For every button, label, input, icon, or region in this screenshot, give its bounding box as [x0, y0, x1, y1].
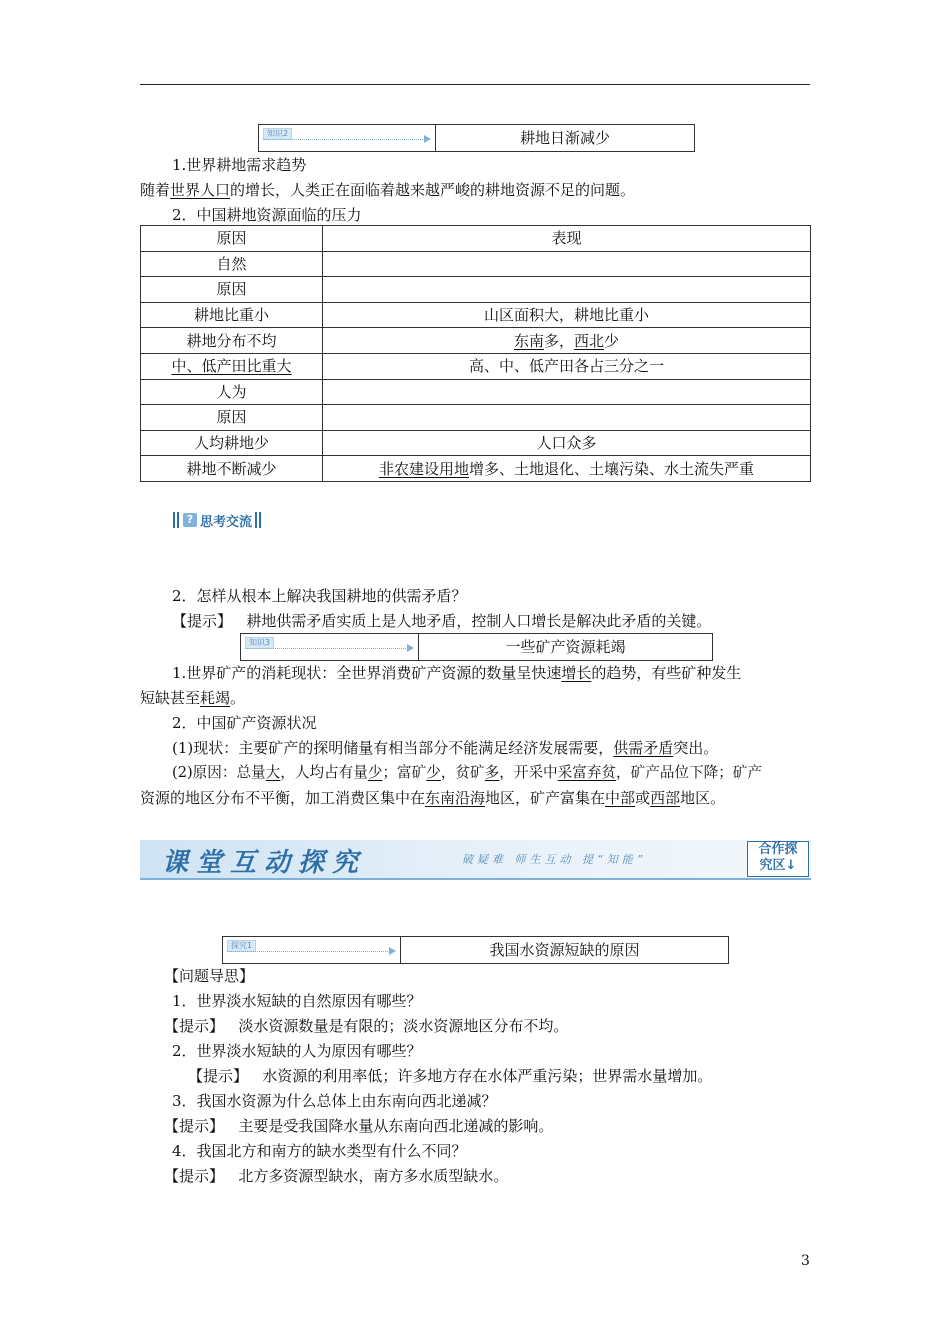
mineral-heading-2: 2．中国矿产资源状况	[172, 714, 317, 732]
table-row	[141, 251, 811, 277]
mineral-paragraph-1: 1.世界矿产的消耗现状：全世界消费矿产资源的数量呈快速增长的趋势，有些矿种发生	[172, 664, 742, 682]
bar-icon	[255, 512, 257, 528]
think-answer: 【提示】 耕地供需矛盾实质上是人地矛盾，控制人口增长是解决此矛盾的关键。	[172, 612, 712, 630]
heading-china-pressure: 2．中国耕地资源面临的压力	[172, 206, 362, 224]
table-header-row	[141, 226, 811, 252]
table-cell	[323, 379, 811, 405]
table-row	[141, 328, 811, 354]
heading-world-demand: 1.世界耕地需求趋势	[172, 156, 307, 174]
knowledge-tag	[241, 634, 419, 660]
mineral-paragraph-1-cont: 短缺甚至耗竭。	[140, 689, 246, 707]
table-row	[141, 379, 811, 405]
question-1: 1．世界淡水短缺的自然原因有哪些？	[172, 992, 422, 1010]
bar-icon	[177, 512, 179, 528]
bar-icon	[173, 512, 175, 528]
badge-line: 合作探	[758, 842, 798, 857]
table-cell: 原因	[141, 277, 323, 303]
paragraph-world-demand: 随着世界人口的增长，人类正在面临着越来越严峻的耕地资源不足的问题。	[140, 181, 636, 199]
table-cell: 高、中、低产田各占三分之一	[323, 353, 811, 379]
answer-1: 【提示】 淡水资源数量是有限的；淡水资源地区分布不均。	[164, 1017, 569, 1035]
arrowhead-icon	[407, 644, 414, 652]
table-cell: 人口众多	[323, 430, 811, 456]
answer-4: 【提示】 北方多资源型缺水，南方多水质型缺水。	[164, 1167, 509, 1185]
think-question: 2．怎样从根本上解决我国耕地的供需矛盾？	[172, 587, 467, 605]
table-row	[141, 353, 811, 379]
table-cell	[323, 277, 811, 303]
banner-title: 课堂互动探究	[162, 848, 367, 878]
table-row	[141, 456, 811, 482]
badge-line: 究区↓	[759, 858, 797, 873]
table-cell: 耕地不断减少	[141, 456, 323, 482]
section-header-knowledge-3	[240, 633, 713, 661]
arrow-icon	[263, 139, 427, 140]
table-cell: 耕地比重小	[141, 302, 323, 328]
mineral-reason-cont: 资源的地区分布不平衡，加工消费区集中在东南沿海地区，矿产富集在中部或西部地区。	[140, 789, 726, 807]
table-row	[141, 430, 811, 456]
table-cell: 自然	[141, 251, 323, 277]
section-header-inquiry-1	[222, 936, 729, 964]
question-2: 2．世界淡水短缺的人为原因有哪些？	[172, 1042, 422, 1060]
inquiry-badge: 探究1	[227, 940, 256, 952]
question-icon: ?	[183, 513, 197, 527]
table-cell: 非农建设用地增多、土地退化、土壤污染、水土流失严重	[323, 456, 811, 482]
think-exchange-label	[172, 511, 262, 529]
bar-icon	[259, 512, 261, 528]
cooperation-zone-badge	[747, 841, 809, 877]
section-title: 一些矿产资源耗竭	[505, 638, 626, 656]
table-row	[141, 405, 811, 431]
section-title: 耕地日渐减少	[519, 129, 610, 147]
table-cell: 原因	[141, 405, 323, 431]
answer-2: 【提示】 水资源的利用率低；许多地方存在水体严重污染；世界需水量增加。	[188, 1067, 713, 1085]
table-cell: 耕地分布不均	[141, 328, 323, 354]
table-cell: 人均耕地少	[141, 430, 323, 456]
table-header-cell: 表现	[323, 226, 811, 252]
table-row	[141, 277, 811, 303]
question-4: 4．我国北方和南方的缺水类型有什么不同？	[172, 1142, 467, 1160]
mineral-reason: (2)原因：总量大，人均占有量少；富矿少，贫矿多，开采中采富弃贫，矿产品位下降；矿产	[172, 764, 762, 781]
section-header-knowledge-2	[258, 124, 695, 152]
table-cell	[323, 251, 811, 277]
section-title: 我国水资源短缺的原因	[489, 941, 640, 959]
arrow-icon	[227, 951, 392, 952]
table-cell	[323, 405, 811, 431]
pressure-table	[140, 225, 811, 482]
inquiry-tag	[223, 937, 401, 963]
answer-3: 【提示】 主要是受我国降水量从东南向西北递减的影响。	[164, 1117, 554, 1135]
mineral-status: (1)现状：主要矿产的探明储量有相当部分不能满足经济发展需要，供需矛盾突出。	[172, 739, 719, 757]
table-header-cell: 原因	[141, 226, 323, 252]
guide-heading: 【问题导思】	[164, 967, 255, 985]
table-cell: 山区面积大，耕地比重小	[323, 302, 811, 328]
think-label-text: 思考交流	[200, 514, 253, 530]
knowledge-badge: 知识2	[263, 128, 292, 140]
table-cell: 人为	[141, 379, 323, 405]
arrowhead-icon	[424, 135, 431, 143]
table-row	[141, 302, 811, 328]
knowledge-tag	[259, 125, 436, 151]
banner-subtitle: 破疑难 师生互动 提“知能”	[462, 853, 647, 866]
classroom-inquiry-banner	[140, 840, 811, 880]
question-3: 3．我国水资源为什么总体上由东南向西北递减？	[172, 1092, 497, 1110]
page-number: 3	[801, 1253, 810, 1269]
table-cell: 中、低产田比重大	[141, 353, 323, 379]
arrow-icon	[245, 648, 410, 649]
arrowhead-icon	[389, 947, 396, 955]
knowledge-badge: 知识3	[245, 637, 274, 649]
header-rule	[140, 84, 810, 85]
table-cell: 东南多，西北少	[323, 328, 811, 354]
